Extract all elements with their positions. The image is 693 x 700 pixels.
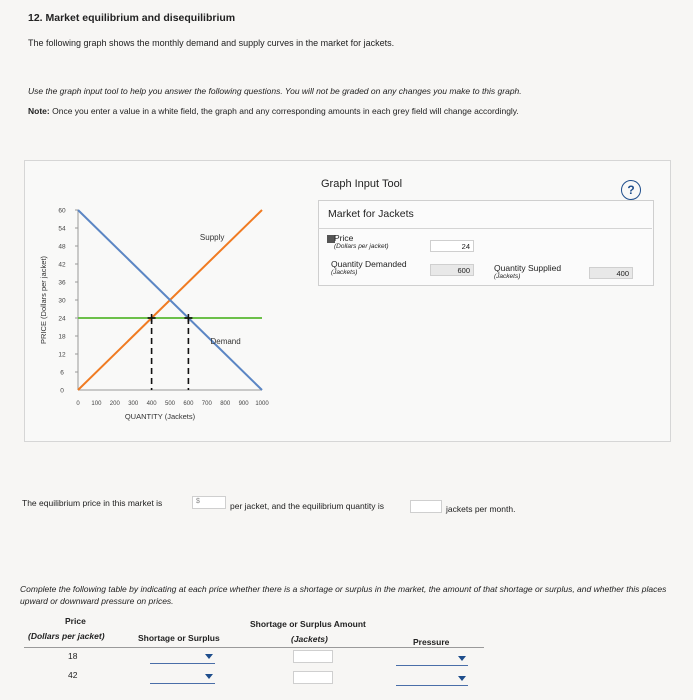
y-tick-label: 6 <box>60 369 64 377</box>
chevron-down-icon <box>205 674 213 679</box>
y-tick-label: 48 <box>58 243 66 251</box>
divider <box>318 228 652 229</box>
supply-demand-graph[interactable] <box>30 195 285 435</box>
note-text <box>28 106 519 116</box>
col-amount-unit: (Jackets) <box>291 634 328 644</box>
qd-field: 600 <box>430 264 474 276</box>
col-pressure: Pressure <box>413 637 450 647</box>
row-price-18: 18 <box>68 651 78 661</box>
x-tick-label: 700 <box>201 401 212 407</box>
x-tick-label: 300 <box>128 401 139 407</box>
page-title: 12. Market equilibrium and disequilibrium <box>28 12 236 24</box>
x-tick-labels <box>76 401 269 407</box>
qd-unit: (Jackets) <box>331 269 358 276</box>
x-tick-label: 200 <box>109 401 120 407</box>
instruction-text: Use the graph input tool to help you answer the following questions. You will not be graded on any changes you make to this graph. <box>28 86 522 96</box>
col-price-unit: (Dollars per jacket) <box>28 631 105 641</box>
eq-text-1: The equilibrium price in this market is <box>22 498 163 508</box>
x-tick-label: 800 <box>220 401 231 407</box>
x-tick-label: 400 <box>146 401 157 407</box>
graph-input-tool-title: Graph Input Tool <box>321 178 403 190</box>
y-axis-label: PRICE (Dollars per jacket) <box>39 256 48 344</box>
help-icon[interactable]: ? <box>621 180 641 200</box>
y-tick-label: 0 <box>60 387 64 395</box>
col-shortage-surplus: Shortage or Surplus <box>138 633 220 643</box>
pressure-select-42[interactable] <box>396 672 468 686</box>
y-tick-label: 36 <box>58 279 66 287</box>
qd-label: Quantity Demanded <box>331 259 407 269</box>
y-tick-label: 24 <box>58 315 66 323</box>
currency-sign: $ <box>196 498 200 505</box>
x-tick-label: 900 <box>238 401 249 407</box>
demand-label: Demand <box>210 337 241 346</box>
col-price: Price <box>65 616 86 626</box>
market-title: Market for Jackets <box>328 208 414 220</box>
eq-text-3: jackets per month. <box>446 504 516 514</box>
table-instruction: Complete the following table by indicating at each price whether there is a shortage or surplus in the market, the amount of that shortage or surplus, and whether this places upward or downward pressure on prices. <box>20 584 667 606</box>
y-tick-label: 30 <box>58 297 66 305</box>
pressure-select-18[interactable] <box>396 652 468 666</box>
chevron-down-icon <box>205 654 213 659</box>
col-amount: Shortage or Surplus Amount <box>250 619 366 629</box>
eq-price-input[interactable] <box>192 496 226 509</box>
amount-input-18[interactable] <box>293 650 333 663</box>
qs-field: 400 <box>589 267 633 279</box>
y-tick-label: 18 <box>58 333 66 341</box>
x-tick-label: 1000 <box>255 401 269 407</box>
y-tick-label: 60 <box>58 207 66 215</box>
eq-text-2: per jacket, and the equilibrium quantity is <box>230 501 385 511</box>
amount-input-42[interactable] <box>293 671 333 684</box>
supply-label: Supply <box>199 233 225 242</box>
note-label: Note: <box>28 106 50 116</box>
price-label: Price <box>334 233 354 243</box>
chevron-down-icon <box>458 656 466 661</box>
y-tick-label: 54 <box>58 225 66 233</box>
shortage-surplus-select-18[interactable] <box>150 650 215 664</box>
x-tick-label: 500 <box>164 401 176 407</box>
qs-label-group <box>494 263 561 280</box>
intro-text: The following graph shows the monthly demand and supply curves in the market for jackets. <box>28 38 395 48</box>
x-tick-label: 100 <box>91 401 102 407</box>
table-header-divider <box>24 647 484 648</box>
y-tick-labels <box>58 208 66 395</box>
x-tick-label: 600 <box>183 401 194 407</box>
x-tick-label: 0 <box>76 401 80 407</box>
qs-unit: (Jackets) <box>494 273 521 280</box>
eq-quantity-input[interactable] <box>410 500 442 513</box>
price-label-group <box>334 233 389 250</box>
chevron-down-icon <box>458 676 466 681</box>
y-tick-label: 12 <box>58 351 66 359</box>
qd-label-group <box>331 259 407 276</box>
price-input[interactable]: 24 <box>430 240 474 252</box>
row-price-42: 42 <box>68 670 78 680</box>
y-tick-label: 42 <box>58 261 66 269</box>
qs-label: Quantity Supplied <box>494 263 562 273</box>
price-unit: (Dollars per jacket) <box>334 243 389 250</box>
note-body: Once you enter a value in a white field, the graph and any corresponding amounts in each grey field will change accordingly. <box>52 106 519 116</box>
shortage-surplus-select-42[interactable] <box>150 670 215 684</box>
x-axis-label: QUANTITY (Jackets) <box>124 412 196 421</box>
